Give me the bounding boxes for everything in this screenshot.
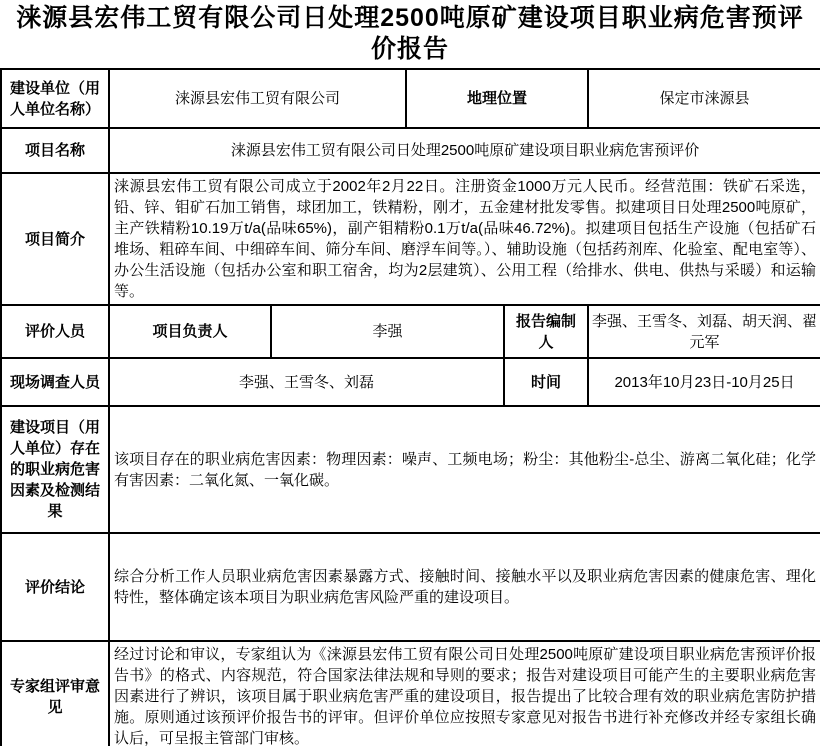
site-survey-personnel-label: 现场调查人员 [1,358,109,406]
project-name-value: 涞源县宏伟工贸有限公司日处理2500吨原矿建设项目职业病危害预评价 [109,128,820,173]
site-survey-personnel-value: 李强、王雪冬、刘磊 [109,358,504,406]
time-value: 2013年10月23日-10月25日 [588,358,820,406]
table-row [1,406,820,533]
table-row [1,173,820,305]
evaluation-conclusion-label: 评价结论 [1,533,109,641]
table-row [1,128,820,173]
evaluation-conclusion-value: 综合分析工作人员职业病危害因素暴露方式、接触时间、接触水平以及职业病危害因素的健康危害、理化特性，整体确定该本项目为职业病危害风险严重的建设项目。 [109,533,820,641]
page-title: 涞源县宏伟工贸有限公司日处理2500吨原矿建设项目职业病危害预评价报告 [16,4,804,63]
hazard-factors-label: 建设项目（用人单位）存在的职业病危害因素及检测结果 [1,406,109,533]
evaluators-label: 评价人员 [1,305,109,358]
report-table [0,68,820,746]
construction-unit-value: 涞源县宏伟工贸有限公司 [109,69,406,128]
table-row [1,641,820,746]
hazard-factors-value: 该项目存在的职业病危害因素：物理因素：噪声、工频电场；粉尘：其他粉尘-总尘、游离二氧化硅；化学有害因素：二氧化氮、一氧化碳。 [109,406,820,533]
project-name-label: 项目名称 [1,128,109,173]
project-intro-value: 涞源县宏伟工贸有限公司成立于2002年2月22日。注册资金1000万元人民币。经营范围：铁矿石采选，铅、锌、钼矿石加工销售，球团加工，铁精粉，刚才，五金建材批发零售。拟建项目日处理2500吨原矿，主产铁精粉10.19万t/a(品味65%)，副产钼精粉0.1万t/a(品味46.72%)。拟建项目包括生产设施（包括矿石堆场、粗碎车间、中细碎车间、筛分车间、磨浮车间等。）、辅助设施（包括药剂库、化验室、配电室等）、办公生活设施（包括办公室和职工宿舍，均为2层建筑）、公用工程（给排水、供电、供热与采暖）和运输等。 [109,173,820,305]
time-label: 时间 [504,358,588,406]
project-leader-label: 项目负责人 [109,305,271,358]
geographic-location-value: 保定市涞源县 [588,69,820,128]
report-writers-label: 报告编制人 [504,305,588,358]
project-leader-value: 李强 [271,305,504,358]
project-intro-label: 项目简介 [1,173,109,305]
construction-unit-label: 建设单位（用人单位名称） [1,69,109,128]
table-row [1,69,820,128]
table-row [1,305,820,358]
table-row [1,533,820,641]
table-row [1,358,820,406]
geographic-location-label: 地理位置 [406,69,588,128]
expert-review-opinion-label: 专家组评审意见 [1,641,109,746]
expert-review-opinion-value: 经过讨论和审议，专家组认为《涞源县宏伟工贸有限公司日处理2500吨原矿建设项目职业病危害预评价报告书》的格式、内容规范，符合国家法律法规和导则的要求；报告对建设项目可能产生的主要职业病危害因素进行了辨识，该项目属于职业病危害严重的建设项目，报告提出了比较合理有效的职业病危害防护措施。原则通过该预评价报告书的评审。但评价单位应按照专家意见对报告书进行补充修改并经专家组长确认后，可呈报主管部门审核。 [109,641,820,746]
report-writers-value: 李强、王雪冬、刘磊、胡天润、翟元军 [588,305,820,358]
